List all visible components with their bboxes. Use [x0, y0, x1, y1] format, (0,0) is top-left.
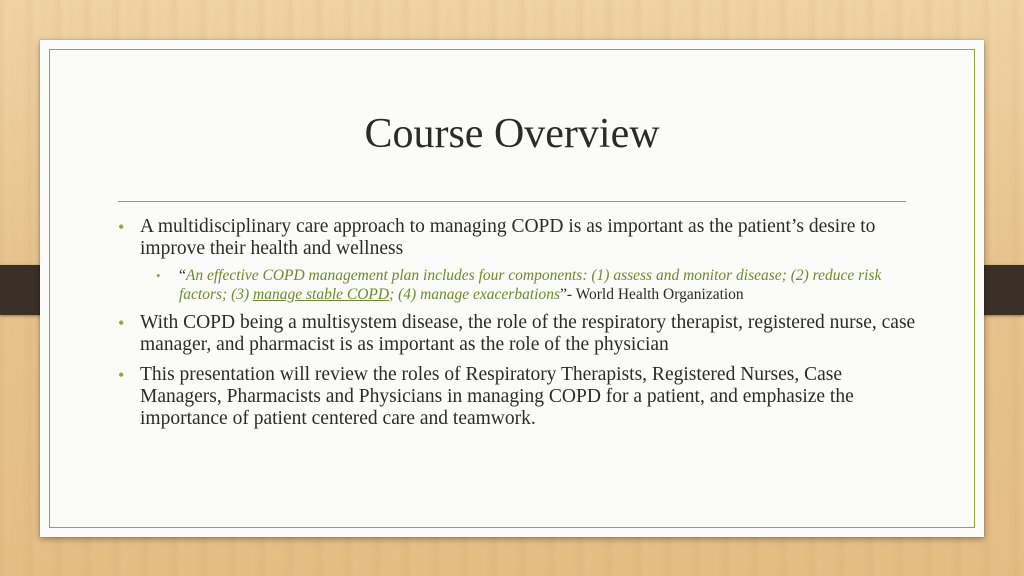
- open-quote: “: [179, 267, 186, 284]
- sub-bullet-icon: •: [156, 268, 161, 283]
- bullet-icon: •: [118, 365, 125, 385]
- sub-bullet-list: [140, 266, 918, 304]
- bullet-text: With COPD being a multisystem disease, the role of the respiratory therapist, registered nurse, case manager, and pharmacist is as important as the role of the physician: [140, 312, 916, 355]
- bullet-item-presentation: [118, 364, 918, 430]
- bullet-item-multidisciplinary: [118, 216, 918, 304]
- quote-underlined-link: manage stable COPD: [253, 286, 390, 303]
- bullet-item-multisystem: [118, 312, 918, 356]
- quote-attribution: - World Health Organization: [566, 286, 744, 303]
- bullet-text: This presentation will review the roles of Respiratory Therapists, Registered Nurses, Case Managers, Pharmacists and Physicians in managing COPD for a patient, and emphasize the importance of patient centered care and teamwork.: [140, 364, 854, 429]
- bullet-icon: •: [118, 217, 125, 237]
- title-divider: [118, 201, 906, 202]
- bullet-text: A multidisciplinary care approach to managing COPD is as important as the patient’s desire to improve their health and wellness: [140, 216, 876, 259]
- sub-bullet-who-quote: [140, 266, 918, 304]
- slide-card: [40, 40, 984, 537]
- bullet-list: [118, 216, 918, 430]
- quote-part-2: ; (4) manage exacerbations: [389, 286, 560, 303]
- quote-text: [179, 267, 881, 303]
- quote-part-1: An effective COPD management plan includes four components: (1) assess and monitor disease; (2) reduce risk factors; (3): [179, 267, 882, 303]
- slide-title: Course Overview: [364, 111, 660, 157]
- slide-body: [118, 216, 918, 438]
- close-quote: ”: [559, 286, 567, 303]
- bullet-icon: •: [118, 313, 125, 333]
